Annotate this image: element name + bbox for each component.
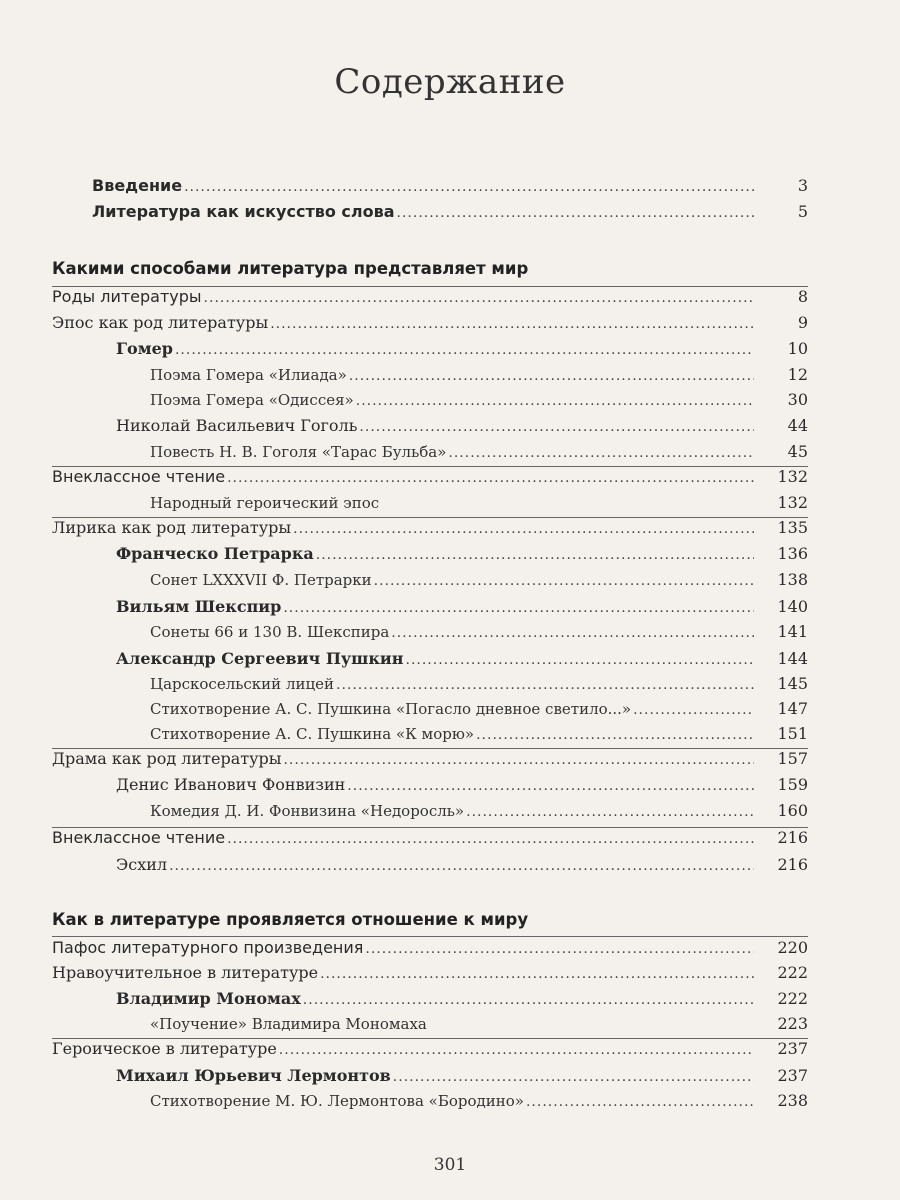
toc-leader-dots [448, 445, 754, 461]
toc-entry[interactable] [116, 544, 808, 570]
toc-entry-page: 10 [787, 339, 808, 358]
toc-entry-page: 159 [777, 775, 808, 794]
toc-entry[interactable] [52, 828, 808, 854]
toc-entry-title: Александр Сергеевич Пушкин [116, 649, 404, 668]
toc-entry[interactable] [150, 1014, 808, 1040]
toc-leader-dots [270, 316, 754, 332]
toc-entry-title: Повесть Н. В. Гоголя «Тарас Бульба» [150, 443, 447, 461]
toc-entry[interactable] [116, 989, 808, 1015]
toc-entry-title: Владимир Мономах [116, 989, 301, 1008]
toc-entry-page: 220 [777, 938, 808, 957]
toc-entry-page: 141 [777, 622, 808, 641]
toc-entry[interactable] [52, 963, 808, 989]
toc-entry-title: Комедия Д. И. Фонвизина «Недоросль» [150, 802, 465, 820]
toc-leader-dots [359, 419, 754, 435]
toc-entry-title: Сонеты 66 и 130 В. Шекспира [150, 623, 390, 641]
toc-leader-dots [391, 625, 754, 641]
toc-entry[interactable] [150, 622, 808, 648]
toc-entry-page: 132 [777, 467, 808, 486]
toc-entry-title: Гомер [116, 339, 173, 358]
toc-entry[interactable] [116, 1066, 808, 1092]
toc-leader-dots [526, 1094, 754, 1110]
toc-leader-dots [349, 368, 754, 384]
toc-entry-page: 144 [777, 649, 808, 668]
toc-entry-introduction[interactable] [92, 176, 808, 202]
toc-leader-dots [336, 677, 754, 693]
toc-entry-page: 222 [777, 989, 808, 1008]
toc-leader-dots [227, 470, 754, 486]
page-number: 301 [433, 1155, 467, 1175]
toc-entry-page: 140 [777, 597, 808, 616]
toc-entry[interactable] [52, 749, 808, 775]
toc-entry-title: Николай Васильевич Гоголь [116, 416, 358, 435]
toc-entry-page: 145 [777, 674, 808, 693]
section-heading: Какими способами литература представляет мир [52, 259, 529, 278]
section-heading: Как в литературе проявляется отношение к миру [52, 910, 529, 929]
toc-leader-dots [283, 752, 754, 768]
toc-leader-dots [303, 992, 754, 1008]
toc-entry[interactable] [116, 649, 808, 675]
toc-entry-title: Сонет LXXXVII Ф. Петрарки [150, 571, 372, 589]
toc-entry-page: 151 [777, 724, 808, 743]
toc-entry-title: Михаил Юрьевич Лермонтов [116, 1066, 391, 1085]
toc-entry-title: Царскосельский лицей [150, 675, 334, 693]
toc-entry[interactable] [150, 493, 808, 519]
toc-entry-page: 216 [777, 855, 808, 874]
toc-entry-page: 30 [787, 390, 808, 409]
toc-entry[interactable] [150, 1091, 808, 1117]
toc-leader-dots [320, 966, 754, 982]
toc-entry-page: 160 [777, 801, 808, 820]
toc-entry[interactable] [116, 855, 808, 881]
toc-entry-page: 12 [787, 365, 808, 384]
toc-entry[interactable] [150, 365, 808, 391]
toc-entry-title: Поэма Гомера «Илиада» [150, 366, 347, 384]
toc-entry-title: Внеклассное чтение [52, 467, 226, 486]
toc-entry-title: Поэма Гомера «Одиссея» [150, 391, 354, 409]
toc-leader-dots [175, 342, 754, 358]
toc-entry-title: Нравоучительное в литературе [52, 963, 319, 982]
toc-entry-page: 136 [777, 544, 808, 563]
toc-entry[interactable] [52, 287, 808, 313]
toc-leader-dots [374, 573, 754, 589]
toc-entry[interactable] [116, 416, 808, 442]
toc-leader-dots [466, 804, 754, 820]
toc-entry-literature-art[interactable] [92, 202, 808, 228]
toc-entry[interactable] [52, 313, 808, 339]
toc-leader-dots [169, 858, 754, 874]
toc-entry[interactable] [52, 467, 808, 493]
toc-entry-title: Пафос литературного произведения [52, 938, 364, 957]
toc-leader-dots [227, 831, 754, 847]
toc-leader-dots [365, 941, 754, 957]
toc-leader-dots [293, 521, 754, 537]
toc-entry-title: «Поучение» Владимира Мономаха [150, 1015, 427, 1033]
toc-entry[interactable] [116, 339, 808, 365]
toc-entry-title: Литература как искусство слова [92, 202, 395, 221]
section-divider [52, 936, 808, 937]
toc-entry-title: Вильям Шекспир [116, 597, 282, 616]
toc-entry[interactable] [52, 518, 808, 544]
toc-entry-title: Героическое в литературе [52, 1039, 277, 1058]
toc-leader-dots [633, 702, 754, 718]
toc-entry-title: Франческо Петрарка [116, 544, 314, 563]
toc-entry[interactable] [150, 674, 808, 700]
toc-entry-title: Денис Иванович Фонвизин [116, 775, 346, 794]
toc-entry-page: 238 [777, 1091, 808, 1110]
toc-entry-page: 132 [777, 493, 808, 512]
toc-entry-page: 45 [787, 442, 808, 461]
toc-leader-dots [397, 205, 754, 221]
toc-entry-page: 237 [777, 1066, 808, 1085]
toc-entry-page: 8 [797, 287, 808, 306]
toc-entry-page: 222 [777, 963, 808, 982]
toc-entry-page: 157 [777, 749, 808, 768]
toc-entry[interactable] [150, 801, 808, 827]
toc-leader-dots [316, 547, 754, 563]
toc-leader-dots [184, 179, 754, 195]
toc-entry[interactable] [116, 597, 808, 623]
toc-entry-page: 147 [777, 699, 808, 718]
toc-entry-title: Роды литературы [52, 287, 202, 306]
toc-entry-page: 3 [797, 176, 808, 195]
toc-entry-page: 237 [777, 1039, 808, 1058]
toc-entry-title: Стихотворение А. С. Пушкина «К морю» [150, 725, 475, 743]
toc-leader-dots [393, 1069, 754, 1085]
toc-entry[interactable] [116, 775, 808, 801]
toc-entry[interactable] [150, 390, 808, 416]
toc-leader-dots [406, 652, 755, 668]
toc-entry-title: Народный героический эпос [150, 494, 380, 512]
toc-entry-page: 138 [777, 570, 808, 589]
toc-entry-title: Лирика как род литературы [52, 518, 292, 537]
toc-entry-title: Стихотворение А. С. Пушкина «Погасло дневное светило...» [150, 700, 632, 718]
toc-entry[interactable] [150, 699, 808, 725]
toc-leader-dots [279, 1042, 754, 1058]
page-title: Содержание [334, 62, 566, 102]
toc-entry-title: Эсхил [116, 855, 168, 874]
toc-entry-title: Эпос как род литературы [52, 313, 269, 332]
toc-leader-dots [204, 290, 754, 306]
toc-entry-page: 223 [777, 1014, 808, 1033]
toc-entry-title: Стихотворение М. Ю. Лермонтова «Бородино» [150, 1092, 524, 1110]
toc-leader-dots [476, 727, 754, 743]
toc-entry-page: 135 [777, 518, 808, 537]
toc-entry-title: Введение [92, 176, 183, 195]
toc-entry[interactable] [150, 724, 808, 750]
toc-entry-page: 9 [797, 313, 808, 332]
toc-leader-dots [283, 600, 754, 616]
toc-entry-title: Внеклассное чтение [52, 828, 226, 847]
toc-entry[interactable] [150, 442, 808, 468]
toc-leader-dots [356, 393, 754, 409]
toc-entry-page: 216 [777, 828, 808, 847]
toc-entry-title: Драма как род литературы [52, 749, 282, 768]
toc-entry[interactable] [52, 938, 808, 964]
toc-entry[interactable] [150, 570, 808, 596]
toc-entry-page: 5 [797, 202, 808, 221]
toc-entry-page: 44 [787, 416, 808, 435]
toc-leader-dots [347, 778, 754, 794]
toc-entry[interactable] [52, 1039, 808, 1065]
